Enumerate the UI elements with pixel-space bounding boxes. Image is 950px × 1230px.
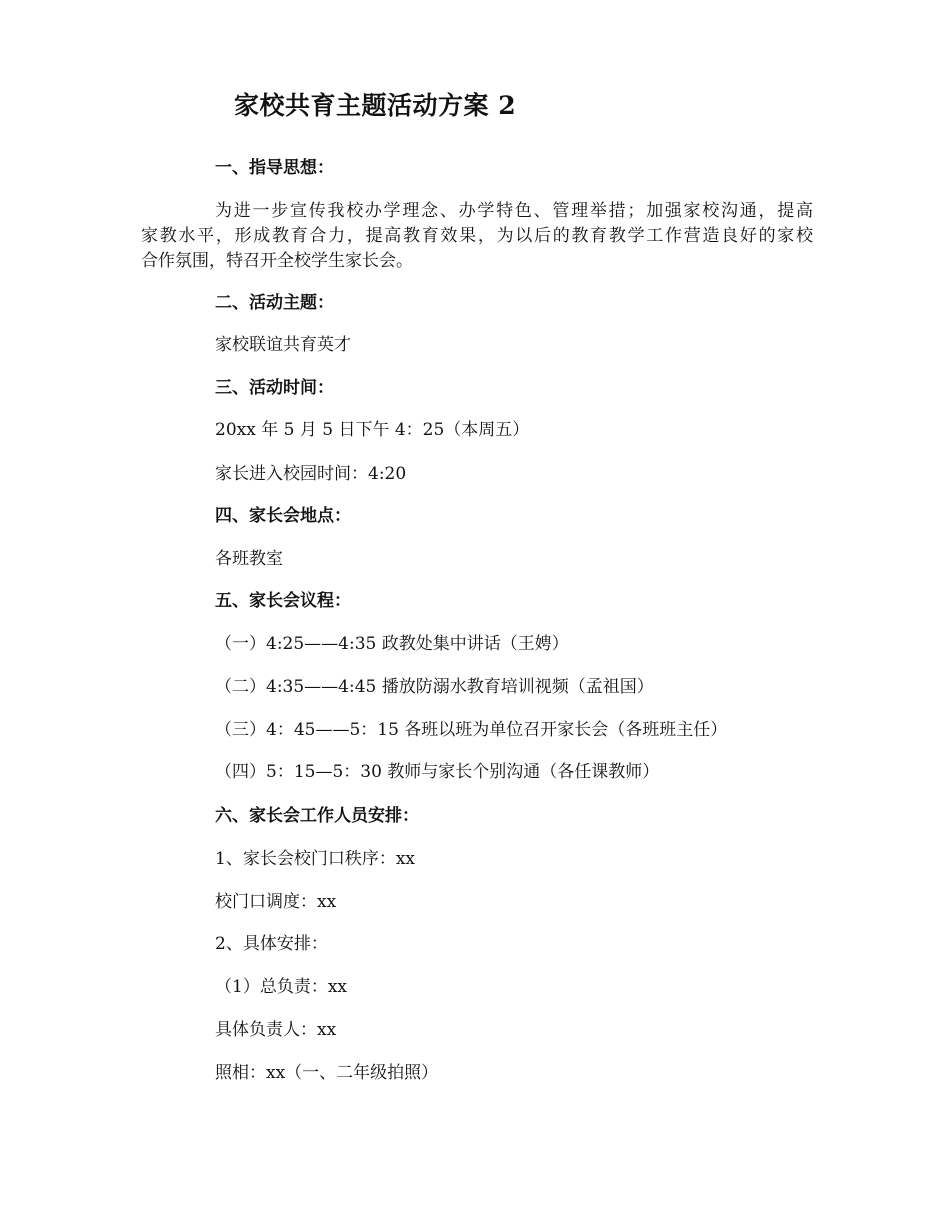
document-title: 家校共育主题活动方案 2 — [234, 91, 517, 120]
activity-theme-text: 家校联谊共育英才 — [215, 335, 351, 355]
guiding-thought-paragraph — [141, 199, 813, 274]
agenda-item: （三）4：45——5：15 各班以班为单位召开家长会（各班班主任） — [215, 720, 728, 740]
paragraph-line: 家教水平，形成教育合力，提高教育效果，为以后的教育教学工作营造良好的家校 — [141, 226, 813, 246]
staff-arrangement-line: 2、具体安排： — [215, 934, 328, 954]
section-heading-staff-arrangement: 六、家长会工作人员安排： — [215, 806, 419, 826]
section-heading-activity-theme: 二、活动主题： — [215, 293, 334, 313]
staff-arrangement-line: 校门口调度：xx — [215, 892, 337, 912]
agenda-item: （一）4:25——4:35 政教处集中讲话（王娉） — [215, 634, 569, 654]
staff-arrangement-line: 具体负责人：xx — [215, 1020, 337, 1040]
staff-arrangement-line: （1）总负责：xx — [215, 977, 347, 997]
paragraph-line: 合作氛围，特召开全校学生家长会。 — [141, 251, 413, 271]
section-heading-guiding-thought: 一、指导思想： — [215, 158, 334, 178]
parent-entry-time-text: 家长进入校园时间：4:20 — [215, 464, 407, 484]
section-heading-activity-time: 三、活动时间： — [215, 378, 334, 398]
staff-arrangement-line: 1、家长会校门口秩序：xx — [215, 849, 415, 869]
section-heading-meeting-location: 四、家长会地点： — [215, 506, 351, 526]
staff-arrangement-line: 照相：xx（一、二年级拍照） — [215, 1063, 439, 1083]
agenda-item: （四）5：15—5：30 教师与家长个别沟通（各任课教师） — [215, 762, 660, 782]
agenda-item: （二）4:35——4:45 播放防溺水教育培训视频（孟祖国） — [215, 677, 654, 697]
paragraph-line: 为进一步宣传我校办学理念、办学特色、管理举措；加强家校沟通，提高 — [215, 201, 813, 221]
section-heading-meeting-agenda: 五、家长会议程： — [215, 591, 351, 611]
activity-time-text: 20xx 年 5 月 5 日下午 4：25（本周五） — [215, 420, 530, 440]
meeting-location-text: 各班教室 — [215, 549, 283, 569]
